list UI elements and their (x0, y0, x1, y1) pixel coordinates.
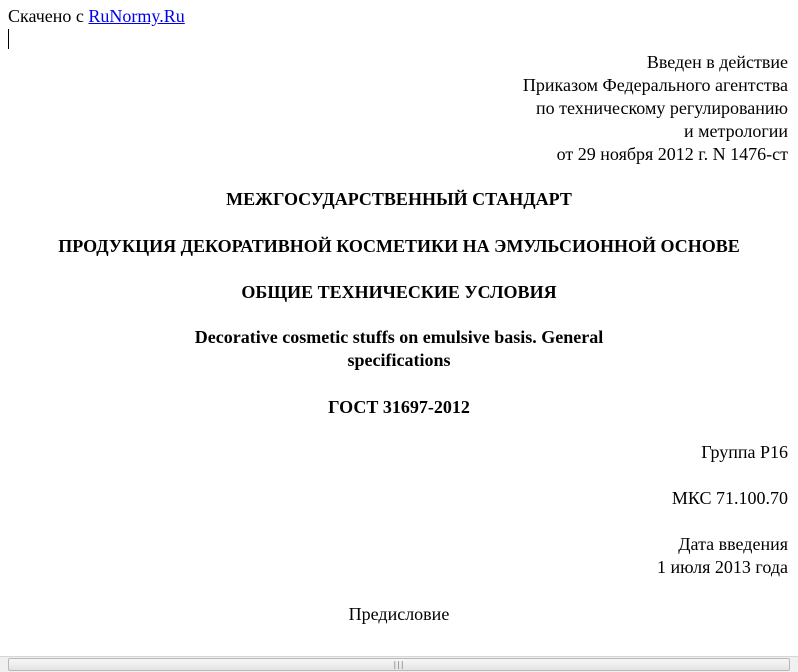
gost-designation: ГОСТ 31697-2012 (328, 397, 470, 417)
source-prefix: Скачено с (8, 6, 89, 26)
enactment-block (523, 51, 788, 166)
grip-icon: ||| (393, 660, 405, 669)
english-title-line2: specifications (347, 350, 451, 370)
mks-code: МКС 71.100.70 (671, 488, 788, 508)
runormy-link[interactable]: RuNormy.Ru (88, 6, 185, 26)
enactment-line: Приказом Федерального агентства (522, 75, 788, 95)
text-cursor (8, 29, 9, 49)
horizontal-scrollbar[interactable] (0, 656, 798, 672)
english-title-line1: Decorative cosmetic stuffs on emulsive basis. General (194, 327, 604, 347)
preface-heading: Предисловие (348, 604, 450, 624)
group-code: Группа Р16 (701, 442, 788, 462)
document-subtitle: ОБЩИЕ ТЕХНИЧЕСКИЕ УСЛОВИЯ (241, 282, 557, 302)
standard-type: МЕЖГОСУДАРСТВЕННЫЙ СТАНДАРТ (226, 189, 572, 209)
enactment-line: по техническому регулированию (535, 98, 788, 118)
document-title: ПРОДУКЦИЯ ДЕКОРАТИВНОЙ КОСМЕТИКИ НА ЭМУЛЬСИОННОЙ ОСНОВЕ (58, 236, 740, 256)
intro-date-label: Дата введения (678, 534, 788, 554)
intro-date-value: 1 июля 2013 года (657, 557, 788, 577)
scrollbar-thumb[interactable] (8, 658, 790, 671)
source-line (8, 5, 185, 27)
enactment-line: Введен в действие (646, 52, 788, 72)
enactment-line: и метрологии (684, 121, 788, 141)
enactment-line: от 29 ноября 2012 г. N 1476-ст (556, 144, 788, 164)
